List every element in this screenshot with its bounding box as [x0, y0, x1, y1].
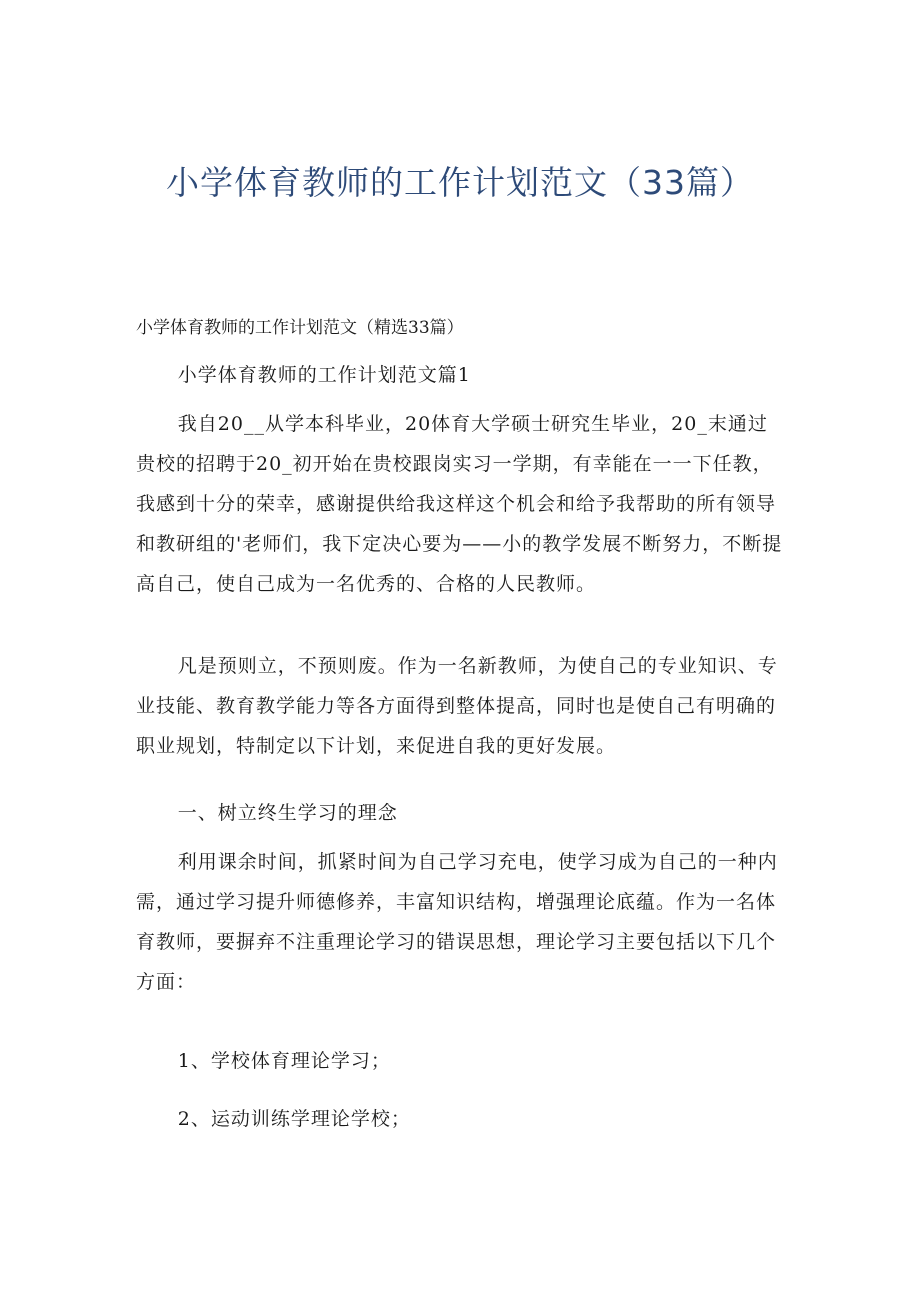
- list-item: 1、学校体育理论学习；: [177, 1050, 391, 1072]
- list-item: 2、运动训练学理论学校；: [177, 1108, 411, 1130]
- document-title: 小学体育教师的工作计划范文（33篇）: [166, 163, 754, 202]
- paragraph-3: 利用课余时间，抓紧时间为自己学习充电，使学习成为自己的一种内需，通过学习提升师德修养，丰富知识结构，增强理论底蕴。作为一名体育教师，要摒弃不注重理论学习的错误思想，理论学习主要包括以下几个方面：: [136, 851, 778, 993]
- point-1-heading: 一、树立终生学习的理念: [177, 802, 398, 824]
- paragraph-1: 我自20__从学本科毕业，20体育大学硕士研究生毕业，20_末通过贵校的招聘于20_初开始在贵校跟岗实习一学期，有幸能在一一下任教，我感到十分的荣幸，感谢提供给我这样这个机会和给予我帮助的所有领导和教研组的'老师们，我下定决心要为——小的教学发展不断努力，不断提高自己，使自己成为一名优秀的、合格的人民教师。: [136, 413, 783, 595]
- paragraph-2: 凡是预则立，不预则废。作为一名新教师，为使自己的专业知识、专业技能、教育教学能力等各方面得到整体提高，同时也是使自己有明确的职业规划，特制定以下计划，来促进自我的更好发展。: [136, 655, 778, 757]
- section-heading: 小学体育教师的工作计划范文篇1: [177, 364, 471, 386]
- document-subtitle: 小学体育教师的工作计划范文（精选33篇）: [136, 318, 464, 338]
